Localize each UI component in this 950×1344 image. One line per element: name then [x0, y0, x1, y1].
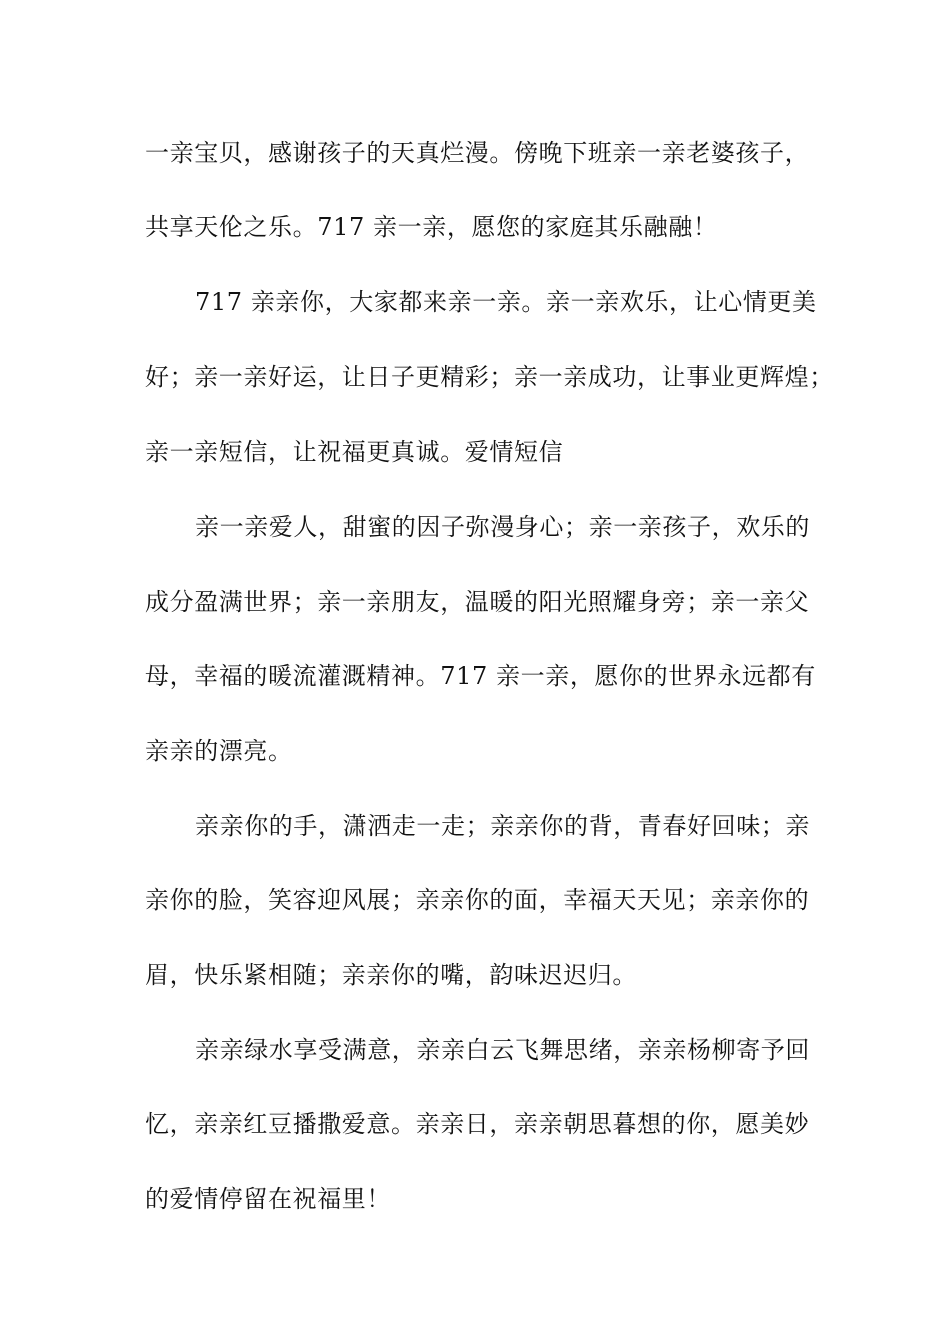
paragraph-line: 亲一亲爱人，甜蜜的因子弥漫身心；亲一亲孩子，欢乐的	[195, 513, 810, 541]
paragraph-line: 眉，快乐紧相随；亲亲你的嘴，韵味迟迟归。	[145, 961, 637, 989]
paragraph-line: 亲亲你的手，潇洒走一走；亲亲你的背，青春好回味；亲	[195, 812, 810, 840]
paragraph-line: 亲亲的漂亮。	[145, 737, 293, 765]
paragraph-line: 亲亲绿水享受满意，亲亲白云飞舞思绪，亲亲杨柳寄予回	[195, 1036, 810, 1064]
paragraph-line: 成分盈满世界；亲一亲朋友，温暖的阳光照耀身旁；亲一亲父	[145, 588, 810, 616]
paragraph-line: 的爱情停留在祝福里！	[145, 1185, 391, 1213]
paragraph-line: 共享天伦之乐。717 亲一亲，愿您的家庭其乐融融！	[145, 213, 718, 241]
paragraph-line: 717 亲亲你，大家都来亲一亲。亲一亲欢乐，让心情更美	[195, 288, 817, 316]
paragraph-line: 母，幸福的暖流灌溉精神。717 亲一亲，愿你的世界永远都有	[145, 662, 816, 690]
paragraph-line: 一亲宝贝，感谢孩子的天真烂漫。傍晚下班亲一亲老婆孩子，	[145, 139, 810, 167]
paragraph-line: 忆，亲亲红豆播撒爱意。亲亲日，亲亲朝思暮想的你，愿美妙	[145, 1110, 810, 1138]
paragraph-line: 亲你的脸，笑容迎风展；亲亲你的面，幸福天天见；亲亲你的	[145, 886, 810, 914]
paragraph-line: 好；亲一亲好运，让日子更精彩；亲一亲成功，让事业更辉煌；	[145, 363, 834, 391]
paragraph-line: 亲一亲短信，让祝福更真诚。爱情短信	[145, 438, 564, 466]
